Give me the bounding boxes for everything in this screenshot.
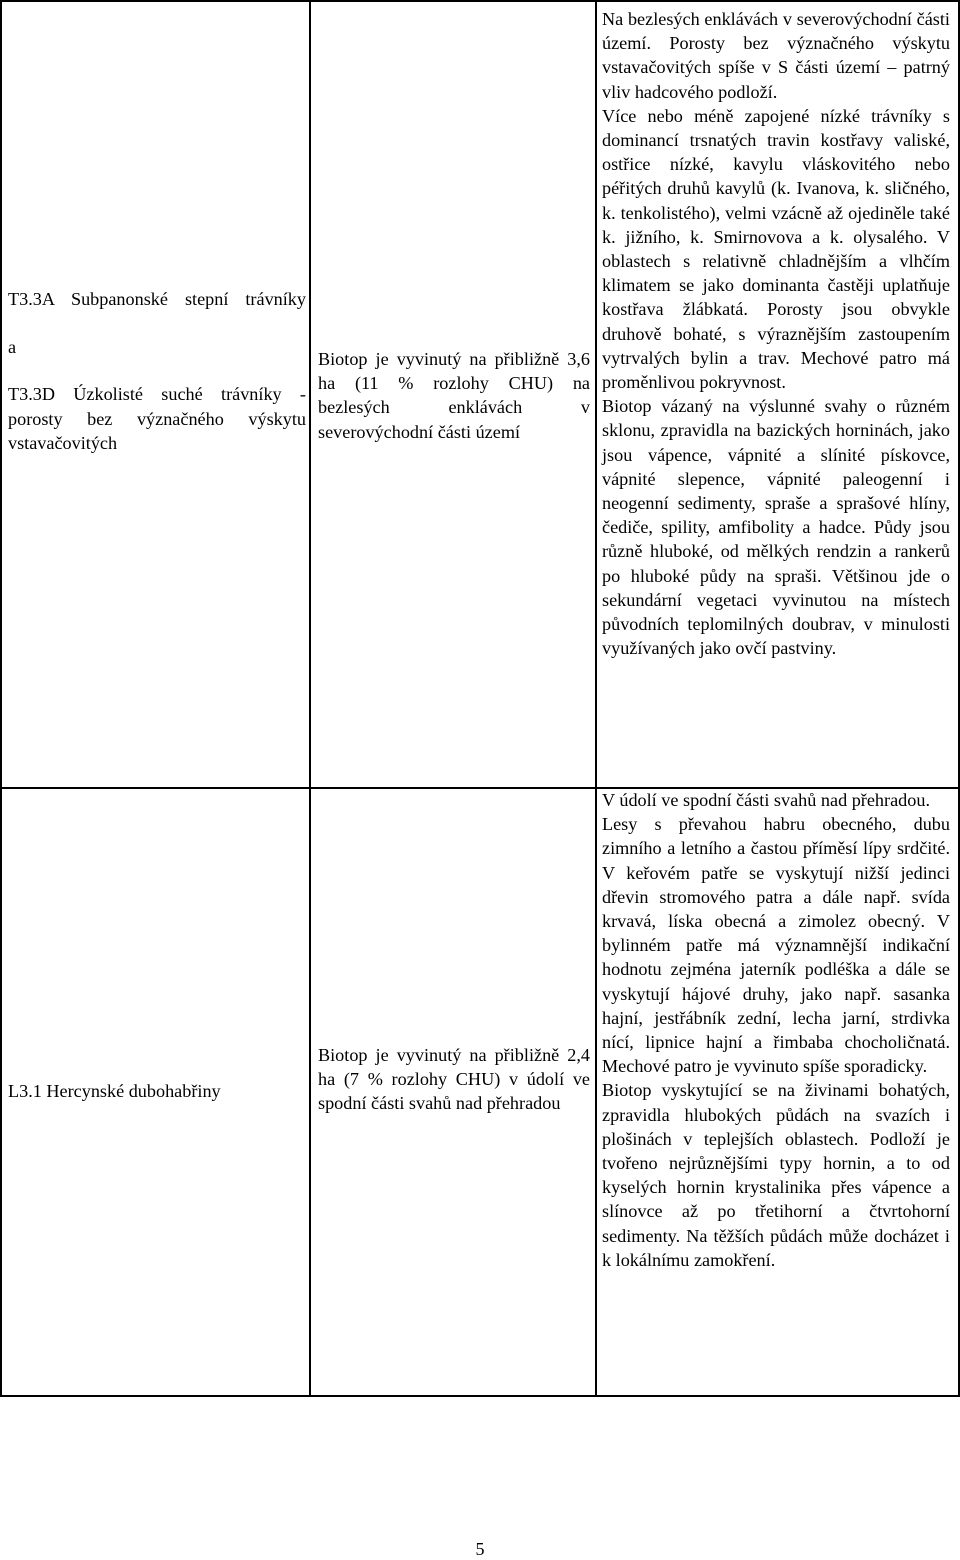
column-divider-1 bbox=[309, 0, 311, 1397]
row2-habitat-name bbox=[8, 1079, 306, 1103]
habitat-code-l31: L3.1 Hercynské dubohabřiny bbox=[8, 1081, 221, 1101]
column-divider-2 bbox=[595, 0, 597, 1397]
row1-area-text: Biotop je vyvinutý na přibližně 3,6 ha (11 % rozlohy CHU) na bezlesých enklávách v severovýchodní části území bbox=[318, 349, 590, 442]
row2-substrate-text: Biotop vyskytující se na živinami bohatých, zpravidla hlubokých půdách na svazích i plošinách v teplejších oblastech. Podloží je tvořeno nejrůznějšími typy hornin, a to od kyselých hornin krystalinika přes vápence a slínovce až po třetihorní a čtvrtohorní sedimenty. Na těžších půdách může docházet i k lokálnímu zamokření. bbox=[602, 1080, 950, 1270]
row1-vegetation-text: Více nebo méně zapojené nízké trávníky s dominancí trsnatých travin kostřavy valiské, ostřice nízké, kavylu vláskovitého nebo péřitých druhů kavylů (k. Ivanova, k. sličného, k. tenkolistého), velmi vzácně až ojediněle také k. jižního, k. Smirnovova a k. olysalého. V oblastech s relativně chladnějším a vlhčím klimatem se jako dominanta častěji uplatňuje kostřava žlábkatá. Porosty jsou obvykle druhově bohaté, s výraznějším zastoupením vytrvalých bylin a trav. Mechové patro má proměnlivou pokryvnost. bbox=[602, 105, 950, 393]
row2-vegetation-text: Lesy s převahou habru obecného, dubu zimního a letního a častou příměsí lípy srdčité. V keřovém patře se vyskytují nižší jedinci dřevin stromového patra a dále např. svída krvavá, líska obecná a zimolez obecný. V bylinném patře má významnější indikační hodnotu zejména jaterník podléška a dále se vyskytují hájové druhy, jako např. sasanka hajní, jestřábník zední, lecha jarní, strdivka nící, lipnice hajní a řimbaba chocholičnatá. Mechové patro je vyvinuto spíše sporadicky. bbox=[602, 814, 950, 1077]
row1-area-description bbox=[318, 347, 590, 444]
row2-location-text: V údolí ve spodní části svahů nad přehradou. bbox=[602, 790, 930, 810]
habitat-code-t33a: T3.3A Subpanonské stepní trávníky bbox=[8, 289, 306, 309]
page-number: 5 bbox=[475, 1539, 485, 1559]
row2-area-text: Biotop je vyvinutý na přibližně 2,4 ha (7 % rozlohy CHU) v údolí ve spodní části svahů nad přehradou bbox=[318, 1045, 590, 1114]
row2-area-description bbox=[318, 1043, 590, 1116]
habitat-conjunction: a bbox=[8, 337, 17, 358]
row1-substrate-text: Biotop vázaný na výslunné svahy o různém sklonu, zpravidla na bazických horninách, jako jsou vápence, vápnité a slínité pískovce, vápnité slepence, vápnité paleogenní i neogenní sedimenty, spraše a sprašové hlíny, čediče, spility, amfibolity a hadce. Půdy jsou různě hluboké, od mělkých rendzin a rankerů po hluboké půdy na spraši. Většinou jde o sekundární vegetaci vyvinutou na místech původních teplomilných doubrav, v minulosti využívaných jako ovčí pastviny. bbox=[602, 396, 950, 659]
row1-detail-description bbox=[602, 7, 950, 660]
habitat-code-t33d: T3.3D Úzkolisté suché trávníky - porosty bez význačného výskytu vstavačovitých bbox=[8, 384, 306, 453]
row1-location-text: Na bezlesých enklávách v severovýchodní části území. Porosty bez význačného výskytu vstavačovitých spíše v S části území – patrný vliv hadcového podloží. bbox=[602, 9, 950, 102]
row1-habitat-name bbox=[8, 287, 306, 455]
row2-detail-description bbox=[602, 788, 950, 1272]
